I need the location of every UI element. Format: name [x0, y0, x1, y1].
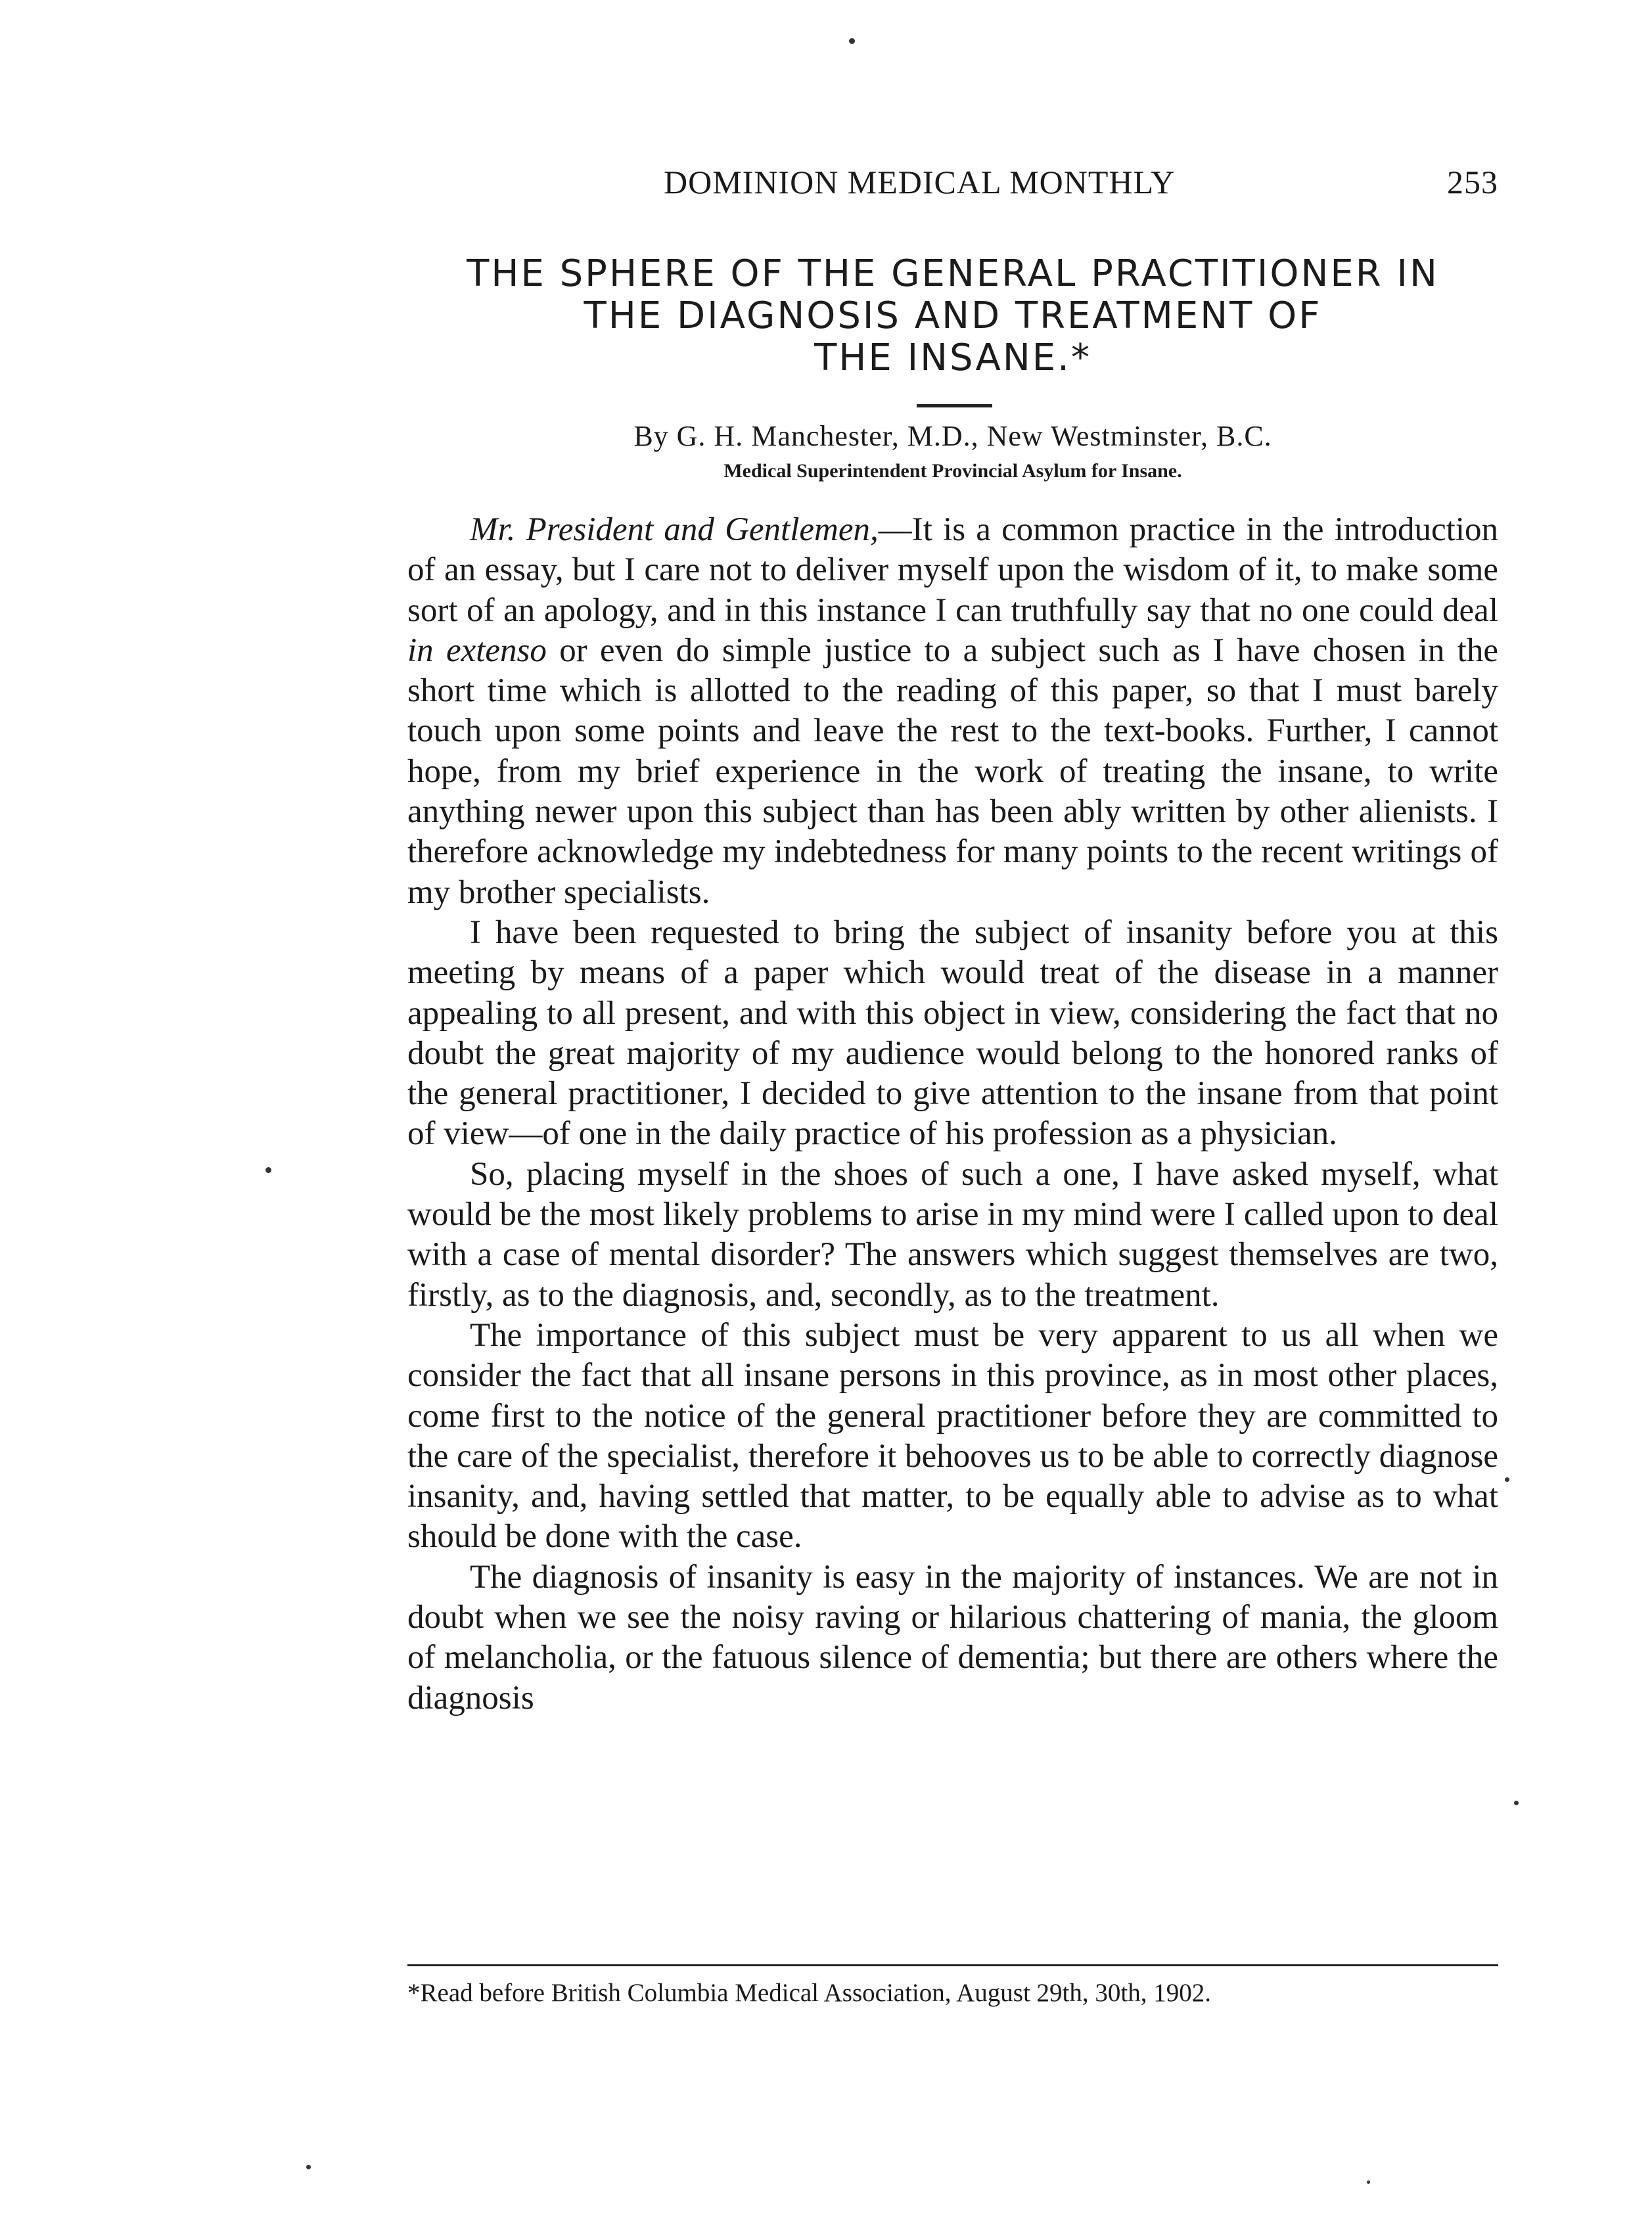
- paragraph-5: The diagnosis of insanity is easy in the majority of instances. We are not in doubt when we see the noisy raving or hilarious chattering of mania, the gloom of melancholia, or the fatuous silence of dementia; but there are others where the diagnosis: [407, 1558, 1498, 1717]
- salutation: Mr. President and Gentlemen,: [470, 511, 879, 548]
- print-speck: [265, 1167, 271, 1173]
- article-body: [407, 510, 1498, 1719]
- print-speck: [1367, 2181, 1370, 2184]
- print-speck: [1505, 1477, 1509, 1482]
- paragraph-1: [407, 510, 1498, 913]
- latin-phrase: in extenso: [407, 632, 547, 669]
- footnote: *Read before British Columbia Medical Association, August 29th, 30th, 1902.: [407, 1979, 1211, 2007]
- paragraph-2: I have been requested to bring the subject of insanity before you at this meeting by means of a paper which would treat of the disease in a manner appealing to all present, and with this object in view, considering the fact that no doubt the great majority of my audience would belong to the honored ranks of the general practitioner, I decided to give attention to the insane from that point of view—of one in the daily practice of his profession as a physician.: [407, 913, 1498, 1153]
- print-speck: [849, 38, 855, 44]
- page-number: 253: [1447, 164, 1498, 200]
- footnote-rule: [407, 1964, 1498, 1966]
- title-line-1: THE SPHERE OF THE GENERAL PRACTITIONER IN: [467, 252, 1439, 295]
- author-affiliation: Medical Superintendent Provincial Asylum for Insane.: [723, 460, 1182, 482]
- paragraph-1-text-a: —It is a common practice in the introduction of an essay, but I care not to deliver myself upon the wisdom of it, to make some sort of an apology, and in this instance I can truthfully say that no one could deal: [407, 511, 1499, 629]
- title-divider: [917, 404, 992, 407]
- title-line-2: THE DIAGNOSIS AND TREATMENT OF: [584, 294, 1322, 337]
- paragraph-1-text-b: or even do simple justice to a subject such as I have chosen in the short time which is allotted to the reading of this paper, so that I must barely touch upon some points and leave the rest to the text-books. Further, I cannot hope, from my brief experience in the work of treating the insane, to write anything newer upon this subject than has been ably written by other alienists. I therefore acknowledge my indebtedness for many points to the recent writings of my brother specialists.: [407, 632, 1498, 911]
- print-speck: [1514, 1801, 1519, 1805]
- paragraph-3: So, placing myself in the shoes of such a one, I have asked myself, what would be the most likely problems to arise in my mind were I called upon to deal with a case of mental disorder? The answers which suggest themselves are two, firstly, as to the diagnosis, and, secondly, as to the treatment.: [407, 1155, 1498, 1314]
- paragraph-4: The importance of this subject must be very apparent to us all when we consider the fact that all insane persons in this province, as in most other places, come first to the notice of the general practitioner before they are committed to the care of the specialist, therefore it behooves us to be able to correctly diagnose insanity, and, having settled that matter, to be equally able to advise as to what should be done with the case.: [407, 1316, 1498, 1556]
- article-title: [407, 253, 1498, 379]
- title-line-3: THE INSANE.*: [814, 336, 1091, 379]
- author-byline: By G. H. Manchester, M.D., New Westminster, B.C.: [633, 420, 1272, 452]
- journal-name: DOMINION MEDICAL MONTHLY: [664, 164, 1176, 200]
- running-head: [407, 163, 1498, 209]
- print-speck: [306, 2165, 311, 2169]
